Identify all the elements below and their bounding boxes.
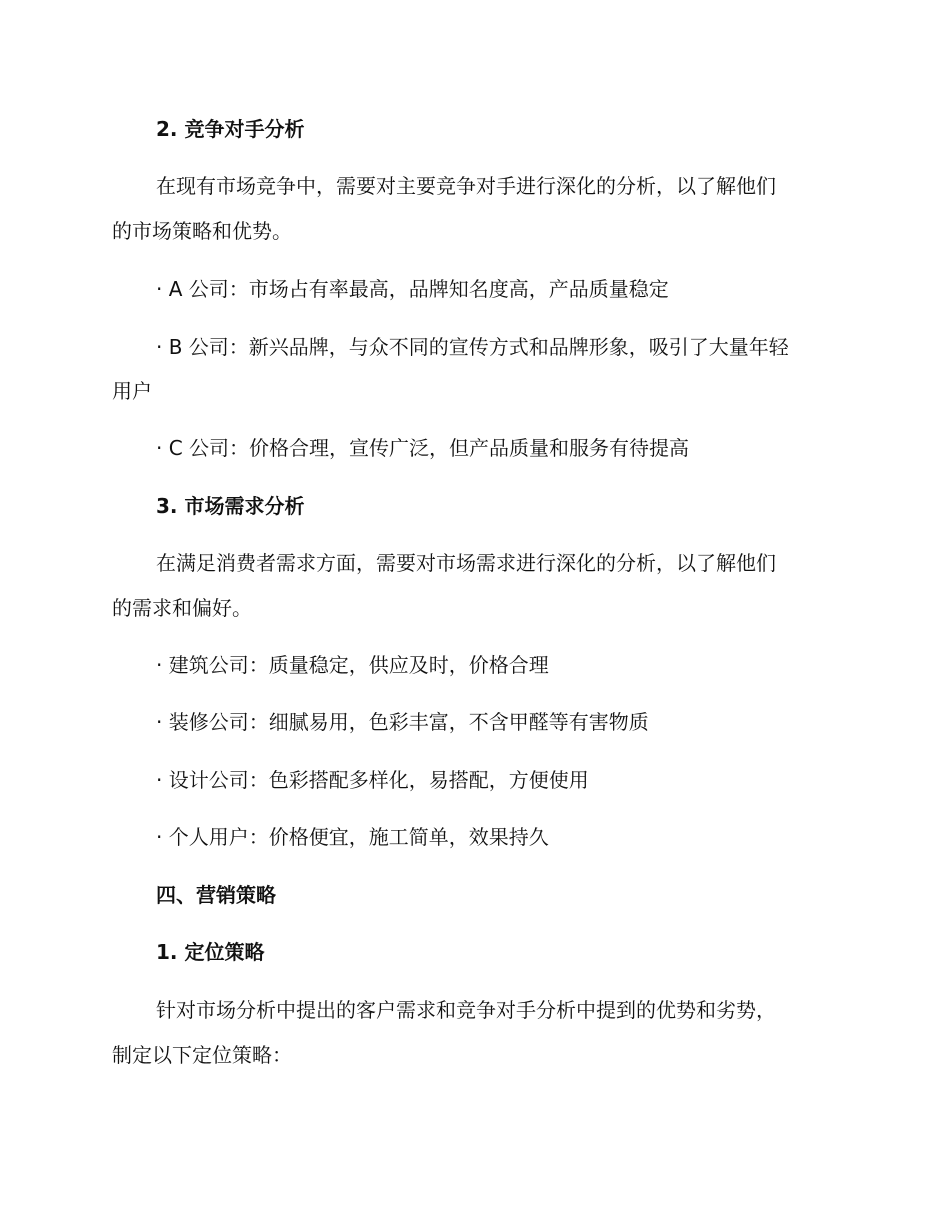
- competitor-a-item: · A 公司：市场占有率最高，品牌知名度高，产品质量稳定: [156, 277, 669, 301]
- competitor-c-item: · C 公司：价格合理，宣传广泛，但产品质量和服务有待提高: [156, 436, 690, 460]
- competitor-b-item-line-2: 用户: [112, 379, 152, 403]
- market-demand-heading: 3. 市场需求分析: [156, 494, 305, 518]
- demand-intro-line-1: 在满足消费者需求方面，需要对市场需求进行深化的分析，以了解他们: [156, 551, 776, 575]
- demand-intro-line-2: 的需求和偏好。: [112, 596, 252, 620]
- competitor-b-item-line-1: · B 公司：新兴品牌，与众不同的宣传方式和品牌形象，吸引了大量年轻: [156, 335, 789, 359]
- demand-decoration-item: · 装修公司：细腻易用，色彩丰富，不含甲醛等有害物质: [156, 710, 649, 734]
- demand-personal-item: · 个人用户：价格便宜，施工简单，效果持久: [156, 825, 549, 849]
- marketing-strategy-heading: 四、营销策略: [156, 883, 276, 907]
- positioning-strategy-heading: 1. 定位策略: [156, 940, 265, 964]
- demand-construction-item: · 建筑公司：质量稳定，供应及时，价格合理: [156, 653, 549, 677]
- demand-design-item: · 设计公司：色彩搭配多样化，易搭配，方便使用: [156, 768, 589, 792]
- competitor-intro-line-2: 的市场策略和优势。: [112, 219, 292, 243]
- positioning-intro-line-2: 制定以下定位策略：: [112, 1043, 292, 1067]
- competitor-analysis-heading: 2. 竞争对手分析: [156, 117, 305, 141]
- positioning-intro-line-1: 针对市场分析中提出的客户需求和竞争对手分析中提到的优势和劣势，: [156, 998, 776, 1022]
- competitor-intro-line-1: 在现有市场竞争中，需要对主要竞争对手进行深化的分析，以了解他们: [156, 174, 776, 198]
